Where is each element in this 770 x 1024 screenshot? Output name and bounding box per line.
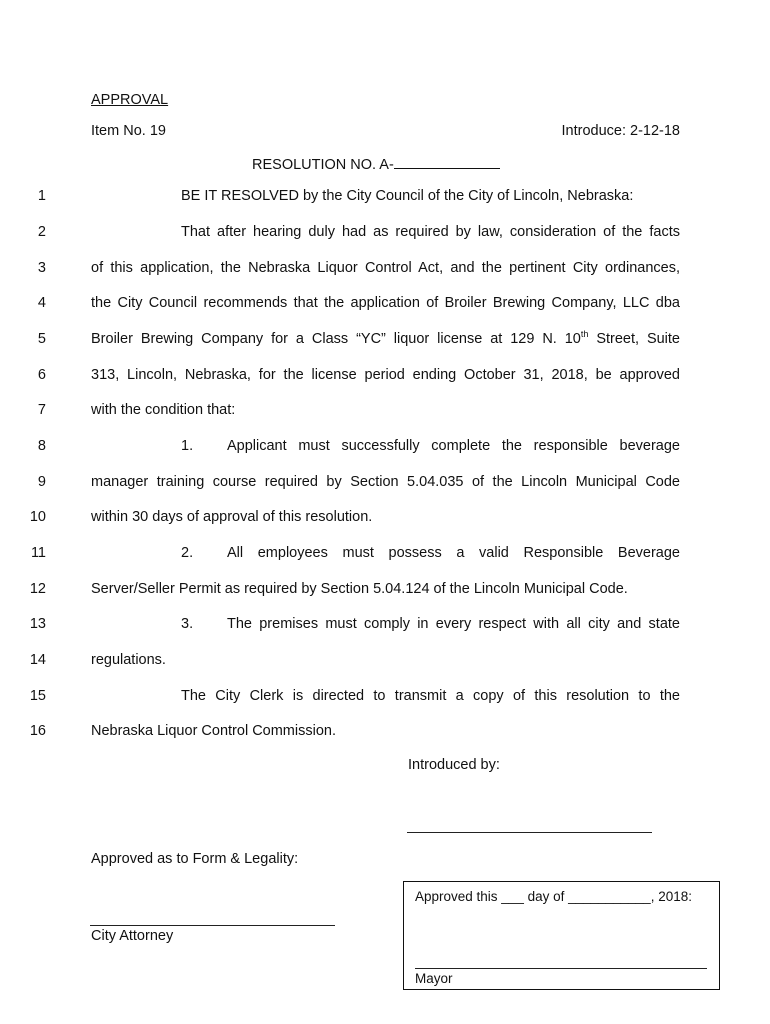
item-number: 2. [181,545,194,561]
line-number: 7 [37,402,46,418]
line-5 [0,329,770,349]
item-number: Item No. 19 [91,123,166,139]
ordinal-suffix: th [580,329,589,340]
line-6 [0,365,770,385]
city-attorney-label: City Attorney [91,928,174,944]
line-15 [0,686,770,706]
line-13 [0,614,770,634]
line-1 [0,186,770,206]
line-7 [0,400,770,420]
line-text: 313, Lincoln, Nebraska, for the license period ending October 31, 2018, be approved [91,367,680,383]
line-text-a: Broiler Brewing Company for a Class “YC” liquor license at 129 N. 10 [91,331,581,347]
line-9 [0,472,770,492]
line-number: 4 [37,295,46,311]
item-number: 1. [181,438,194,454]
line-number: 2 [37,224,46,240]
resolution-number-blank [394,154,500,169]
line-12 [0,579,770,599]
line-number: 12 [29,581,46,597]
line-number: 3 [37,260,46,276]
line-number: 15 [29,688,46,704]
line-text: the City Council recommends that the application of Broiler Brewing Company, LLC dba [91,295,680,311]
line-text: The City Clerk is directed to transmit a copy of this resolution to the [181,688,680,704]
line-10 [0,507,770,527]
item-number: 3. [181,616,194,632]
line-text: with the condition that: [91,402,236,418]
line-text: regulations. [91,652,166,668]
line-number: 14 [29,652,46,668]
line-text: BE IT RESOLVED by the City Council of the City of Lincoln, Nebraska: [181,188,634,204]
line-8 [0,436,770,456]
line-text: Server/Seller Permit as required by Section 5.04.124 of the Lincoln Municipal Code. [91,581,628,597]
line-number: 1 [37,188,46,204]
introducer-signature-line [407,832,652,833]
mayor-label: Mayor [415,971,453,986]
item-text: Applicant must successfully complete the responsible beverage [227,438,680,454]
line-16 [0,721,770,741]
line-14 [0,650,770,670]
line-number: 9 [37,474,46,490]
line-number: 10 [29,509,46,525]
line-11 [0,543,770,563]
attorney-signature-line [90,925,335,926]
line-text-b: Street, Suite [588,331,680,347]
line-text: That after hearing duly had as required by law, consideration of the facts [181,224,680,240]
introduced-by-label: Introduced by: [408,757,500,773]
line-number: 8 [37,438,46,454]
line-3 [0,258,770,278]
line-text: of this application, the Nebraska Liquor Control Act, and the pertinent City ordinances, [91,260,680,276]
line-number: 11 [30,545,46,561]
line-number: 6 [37,367,46,383]
line-text: within 30 days of approval of this resolution. [91,509,373,525]
resolution-number [252,154,500,174]
mayor-approval-box [403,881,720,990]
line-text [91,329,680,349]
approved-as-to-form-label: Approved as to Form & Legality: [91,851,299,867]
line-text: manager training course required by Section 5.04.035 of the Lincoln Municipal Code [91,474,680,490]
resolution-number-label: RESOLUTION NO. A- [252,157,394,173]
mayor-signature-line [415,968,707,969]
introduce-date: Introduce: 2-12-18 [561,123,680,139]
item-text: The premises must comply in every respect with all city and state [227,616,680,632]
line-2 [0,222,770,242]
line-number: 16 [29,723,46,739]
line-number: 5 [37,331,46,347]
approval-heading: APPROVAL [91,92,169,108]
line-4 [0,293,770,313]
mayor-approved-text: Approved this ___ day of ___________, 2018: [415,889,692,904]
line-text: Nebraska Liquor Control Commission. [91,723,336,739]
item-text: All employees must possess a valid Responsible Beverage [227,545,680,561]
line-number: 13 [29,616,46,632]
